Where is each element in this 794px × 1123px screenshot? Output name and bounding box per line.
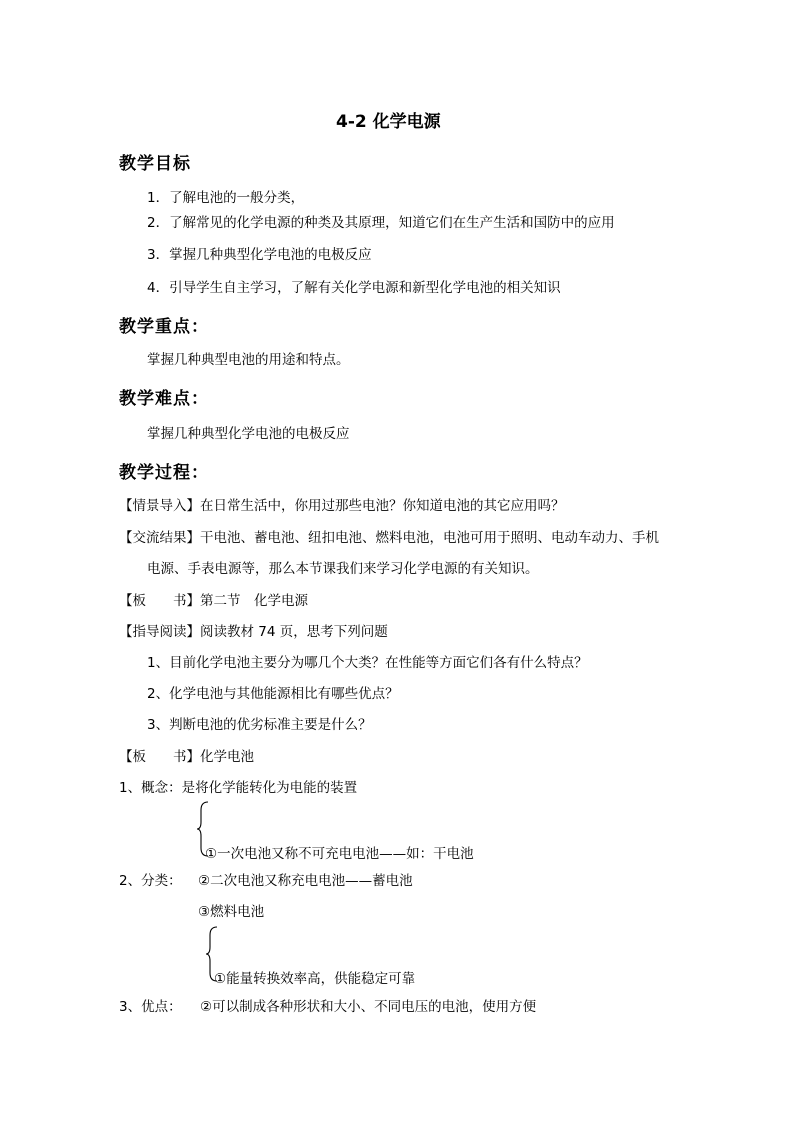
classification-item-2: ②二次电池又称充电电池——蓄电池	[198, 873, 413, 889]
goal-item-3: 3．掌握几种典型化学电池的电极反应	[147, 247, 372, 263]
goal-item-1: 1．了解电池的一般分类，	[147, 190, 305, 206]
goal-item-4: 4．引导学生自主学习，了解有关化学电源和新型化学电池的相关知识	[147, 280, 561, 296]
concept-line: 1、概念：是将化学能转化为电能的装置	[119, 780, 358, 796]
advantage-item-1: ①能量转换效率高，供能稳定可靠	[214, 971, 416, 987]
question-2: 2、化学电池与其他能源相比有哪些优点？	[147, 686, 399, 702]
exchange-result-line-1: 【交流结果】干电池、蓄电池、纽扣电池、燃料电池，电池可用于照明、电动车动力、手机	[119, 530, 659, 546]
question-1: 1、目前化学电池主要分为哪几个大类？在性能等方面它们各有什么特点？	[147, 655, 588, 671]
classification-item-3: ③燃料电池	[198, 904, 265, 920]
board-note-1: 【板 书】第二节 化学电源	[119, 593, 308, 609]
advantage-item-2: ②可以制成各种形状和大小、不同电压的电池，使用方便	[200, 999, 537, 1015]
key-points-text: 掌握几种典型电池的用途和特点。	[147, 352, 350, 368]
scenario-intro: 【情景导入】在日常生活中，你用过那些电池？你知道电池的其它应用吗？	[119, 498, 565, 514]
board-note-2: 【板 书】化学电池	[119, 749, 254, 765]
section-heading-key-points: 教学重点：	[119, 317, 209, 337]
section-heading-difficulties: 教学难点：	[119, 389, 209, 409]
classification-item-1: ①一次电池又称不可充电电池——如：干电池	[205, 846, 474, 862]
advantages-label: 3、优点：	[119, 999, 182, 1015]
section-heading-goals: 教学目标	[119, 154, 191, 174]
page-title: 4-2 化学电源	[336, 112, 441, 132]
exchange-result-line-2: 电源、手表电源等，那么本节课我们来学习化学电源的有关知识。	[147, 561, 539, 577]
question-3: 3、判断电池的优劣标准主要是什么？	[147, 717, 372, 733]
guided-reading: 【指导阅读】阅读教材 74 页，思考下列问题	[119, 624, 388, 640]
section-heading-process: 教学过程：	[119, 463, 209, 483]
difficulties-text: 掌握几种典型化学电池的电极反应	[147, 426, 350, 442]
classification-label: 2、分类：	[119, 873, 182, 889]
goal-item-2: 2．了解常见的化学电源的种类及其原理，知道它们在生产生活和国防中的应用	[147, 215, 615, 231]
